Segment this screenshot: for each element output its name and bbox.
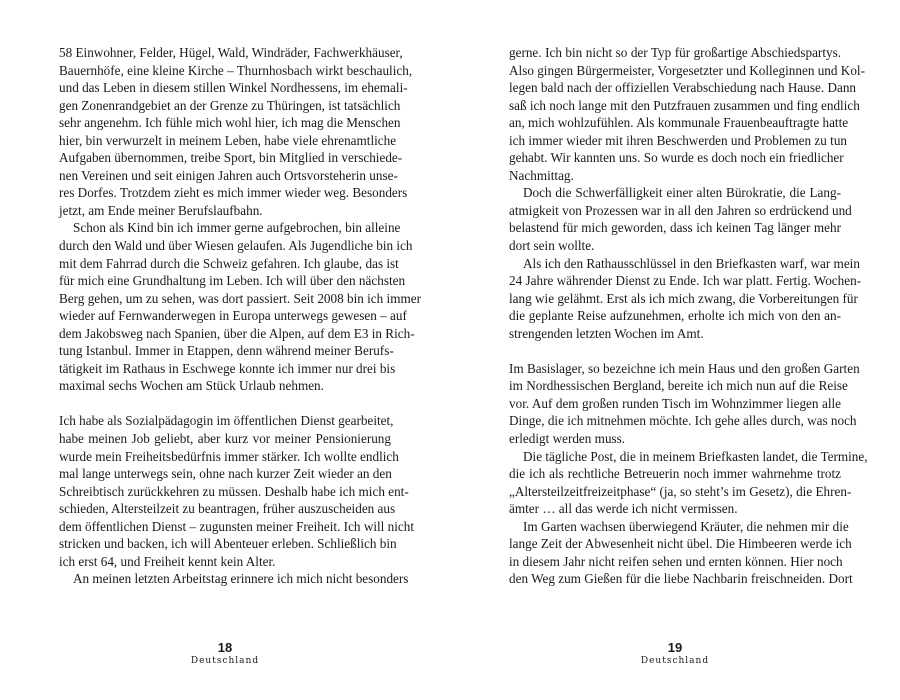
- text-line: lange Zeit der Abwesenheit nicht übel. Die Himbeeren werde ich: [509, 536, 852, 552]
- text-line: schieden, Altersteilzeit zu beantragen, früher auszuscheiden aus: [59, 501, 396, 517]
- text-line: Als ich den Rathausschlüssel in den Briefkasten warf, war mein: [523, 255, 860, 271]
- text-line: ich erst 64, und Freiheit kennt kein Alter.: [59, 553, 276, 569]
- text-line: jetzt, am Ende meiner Berufslaufbahn.: [59, 202, 263, 218]
- text-line: an, mich wohlzufühlen. Als kommunale Frauenbeauftragte hatte: [509, 115, 849, 131]
- paragraph: [59, 412, 414, 570]
- left-page: [59, 44, 421, 588]
- paragraph: [509, 448, 868, 518]
- text-line: nen Vereinen und seit einigen Jahren auch Ortsvorsteherin unse-: [59, 167, 398, 183]
- text-line: gerne. Ich bin nicht so der Typ für großartige Abschiedspartys.: [509, 45, 841, 60]
- text-line: ämter … all das werde ich nicht vermissen.: [509, 501, 738, 517]
- text-line: stricken und backen, ich will Abenteuer erleben. Schließlich bin: [59, 536, 397, 552]
- text-line: für mich eine Grundhaltung im Leben. Ich will über den nächsten: [59, 273, 406, 289]
- text-line: erledigt werden muss.: [509, 430, 626, 446]
- text-line: den Weg zum Gießen für die liebe Nachbarin freischneiden. Dort: [509, 571, 853, 587]
- section-break: [59, 395, 391, 413]
- text-line: atmigkeit von Prozessen war in all den Jahren so erdrückend und: [509, 202, 852, 218]
- text-line: 24 Jahre währender Dienst zu Ende. Ich war platt. Fertig. Wochen-: [509, 273, 862, 289]
- text-line: Doch die Schwerfälligkeit einer alten Bürokratie, die Lang-: [523, 185, 841, 201]
- text-line: und das Leben in diesem stillen Winkel Nordhessens, im ehemali-: [59, 80, 408, 96]
- right-page-footer: [605, 640, 745, 667]
- text-line: sehr angenehm. Ich fühle mich wohl hier, ich mag die Menschen: [59, 115, 401, 131]
- text-line: mit dem Fahrrad durch die Schweiz gefahren. Ich glaube, das ist: [59, 255, 399, 271]
- text-line: mal lange unterwegs sein, ohne nach kurzer Zeit wieder an den: [59, 466, 392, 482]
- text-line: durch den Wald und über Wiesen gelaufen. Als Jugendliche bin ich: [59, 238, 413, 254]
- text-line: tätigkeit im Rathaus in Eschwege konnte ich immer nur drei bis: [59, 360, 396, 376]
- text-line: maximal sechs Wochen am Stück Urlaub nehmen.: [59, 378, 324, 394]
- text-line: Im Basislager, so bezeichne ich mein Haus und den großen Garten: [509, 360, 860, 376]
- text-line: in diesem Jahr nicht reifen sehen und ernten können. Hier noch: [509, 553, 843, 569]
- text-line: Dinge, die ich mitnehmen möchte. Ich gehe alles durch, was noch: [509, 413, 857, 429]
- left-page-footer: [155, 640, 295, 667]
- text-line: An meinen letzten Arbeitstag erinnere ich mich nicht besonders: [73, 571, 409, 587]
- text-line: dort sein wollte.: [509, 238, 595, 254]
- paragraph: [509, 255, 862, 343]
- paragraph: [509, 44, 865, 184]
- paragraph: [509, 360, 860, 448]
- text-line: wurde mein Freiheitsbedürfnis immer stärker. Ich wollte endlich: [59, 448, 399, 464]
- page-number: 19: [667, 640, 683, 655]
- text-line: belastend für mich geworden, dass ich keinen Tag länger mehr: [509, 220, 841, 236]
- text-line: Im Garten wachsen überwiegend Kräuter, die nehmen mir die: [523, 518, 849, 534]
- text-line: Ich habe als Sozialpädagogin im öffentlichen Dienst gearbeitet,: [59, 413, 394, 429]
- text-line: dem Jakobsweg nach Spanien, über die Alpen, auf dem E3 in Rich-: [59, 325, 415, 341]
- text-line: Schreibtisch zurückkehren zu müssen. Deshalb habe ich mich ent-: [59, 483, 409, 499]
- text-line: die ich als rechtliche Betreuerin noch immer wahrnehme trotz: [509, 466, 841, 482]
- text-line: legen bald nach der offiziellen Verabschiedung nach Hause. Dann: [509, 80, 857, 96]
- text-line: Schon als Kind bin ich immer gerne aufgebrochen, bin alleine: [73, 220, 401, 236]
- text-line: gehabt. Wir kannten uns. So wurde es doch noch ein friedlicher: [509, 150, 844, 166]
- text-line: Aufgaben übernommen, treibe Sport, bin Mitglied in verschiede-: [59, 150, 403, 166]
- text-line: gen Zonenrandgebiet an der Grenze zu Thüringen, ist tatsächlich: [59, 97, 401, 113]
- text-line: hier, bin verwurzelt in meinem Leben, habe viele ehrenamtliche: [59, 132, 397, 148]
- running-head: Deutschland: [190, 656, 260, 666]
- text-line: Also gingen Bürgermeister, Vorgesetzter und Kolleginnen und Kol-: [509, 62, 865, 78]
- text-line: wieder auf Fernwanderwegen in Europa unterwegs gewesen – auf: [59, 308, 407, 324]
- text-line: habe meinen Job geliebt, aber kurz vor meiner Pensionierung: [59, 430, 391, 446]
- text-line: tung Istanbul. Immer in Etappen, denn während meiner Berufs-: [59, 343, 394, 359]
- text-line: lang wie gelähmt. Erst als ich mich zwang, die Vorbereitungen für: [509, 290, 858, 306]
- text-line: Bauernhöfe, eine kleine Kirche – Thurnhosbach wirkt beschaulich,: [59, 62, 413, 78]
- page-number: 18: [217, 640, 233, 655]
- text-line: 58 Einwohner, Felder, Hügel, Wald, Windräder, Fachwerkhäuser,: [59, 45, 403, 60]
- section-break: [509, 342, 841, 360]
- running-head: Deutschland: [640, 656, 710, 666]
- paragraph: [509, 518, 853, 588]
- paragraph: [59, 219, 421, 394]
- paragraph: [59, 570, 409, 588]
- text-line: res Dorfes. Trotzdem zieht es mich immer wieder weg. Besonders: [59, 185, 408, 201]
- text-line: saß ich noch lange mit den Putzfrauen zusammen und fing endlich: [509, 97, 860, 113]
- text-line: dem öffentlichen Dienst – zugunsten meiner Freiheit. Ich will nicht: [59, 518, 414, 534]
- text-line: Nachmittag.: [509, 167, 574, 183]
- text-line: Die tägliche Post, die in meinem Briefkasten landet, die Termine,: [523, 448, 868, 464]
- text-line: die geplante Reise aufzunehmen, erholte ich mich von den an-: [509, 308, 841, 324]
- right-page: [509, 44, 868, 588]
- text-line: im Nordhessischen Bergland, bereite ich mich nun auf die Reise: [509, 378, 848, 394]
- text-line: ich immer wieder mit ihren Beschwerden und Problemen zu tun: [509, 132, 848, 148]
- paragraph: [59, 44, 413, 219]
- text-line: strengenden letzten Wochen im Amt.: [509, 325, 704, 341]
- text-line: Berg gehen, um zu sehen, was dort passiert. Seit 2008 bin ich immer: [59, 290, 421, 306]
- text-line: „Altersteilzeitfreizeitphase“ (ja, so steht’s im Gesetz), die Ehren-: [509, 483, 852, 499]
- paragraph: [509, 184, 852, 254]
- text-line: vor. Auf dem großen runden Tisch im Wohnzimmer liegen alle: [509, 395, 841, 411]
